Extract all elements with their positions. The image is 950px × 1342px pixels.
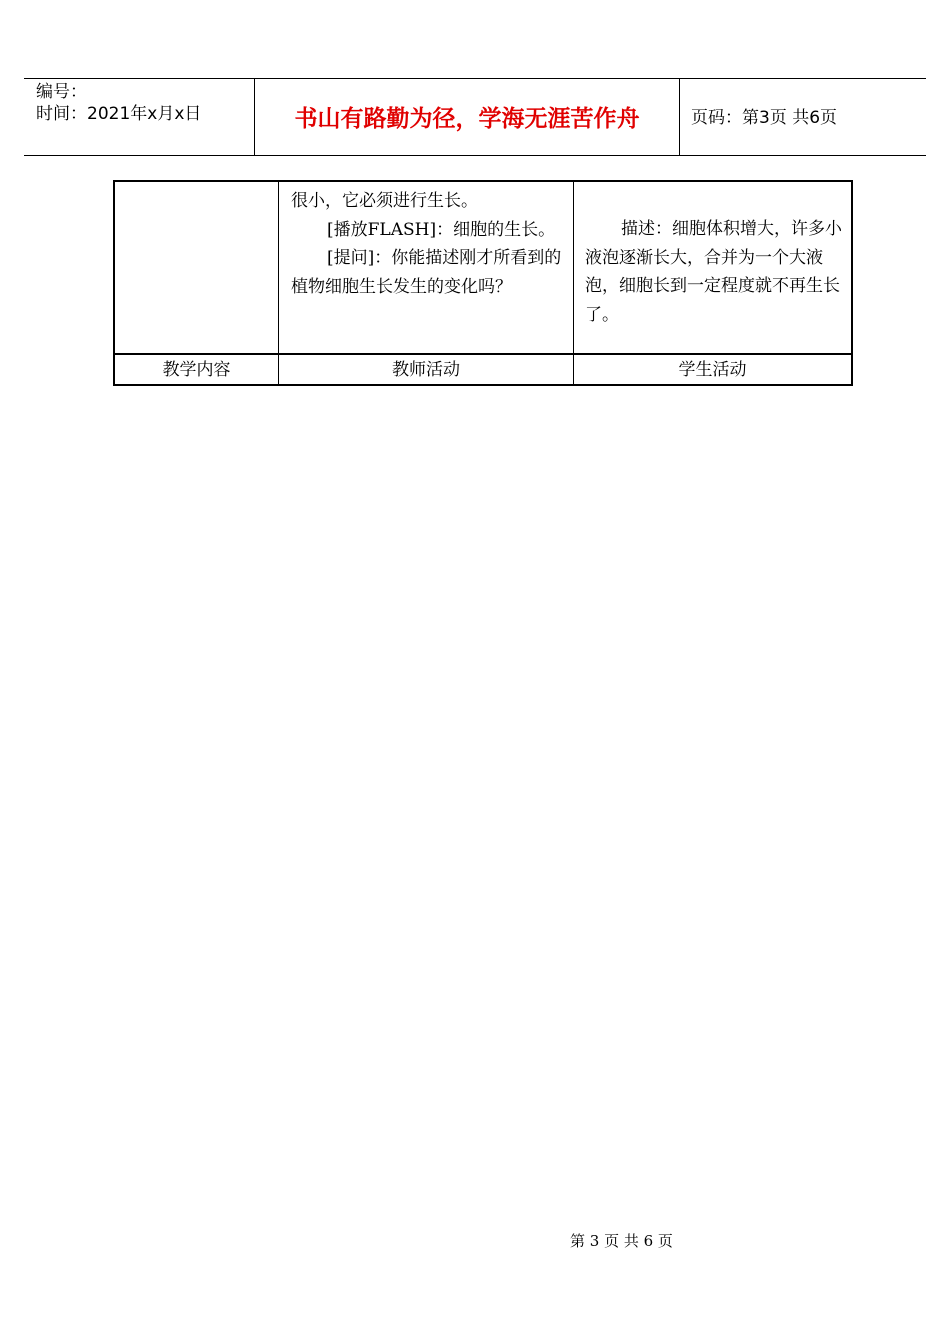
- footer-page-number: 第 3 页 共 6 页: [570, 1232, 673, 1250]
- column-header-content: 教学内容: [162, 360, 231, 380]
- column-header-teacher: 教师活动: [392, 360, 460, 380]
- table-row-divider: [115, 353, 851, 355]
- header-separator-right: [679, 78, 680, 155]
- document-number-label: 编号：: [36, 82, 87, 102]
- column-header-student: 学生活动: [678, 360, 747, 380]
- header-top-rule: [24, 78, 926, 79]
- document-date: 时间：2021年x月x日: [36, 104, 202, 124]
- header-bottom-rule: [24, 155, 926, 156]
- teacher-activity-cell: [291, 187, 567, 301]
- teacher-line: [播放FLASH]：细胞的生长。: [327, 219, 556, 240]
- header-page-code: 页码：第3页 共6页: [691, 108, 838, 128]
- lesson-plan-table: [113, 180, 853, 386]
- teacher-line: 很小，它必须进行生长。: [291, 191, 478, 211]
- student-activity-cell: [585, 215, 847, 329]
- teacher-line: [提问]：你能描述刚才所看到的植物细胞生长发生的变化吗？: [291, 248, 562, 297]
- student-description: 描述：细胞体积增大，许多小液泡逐渐长大，合并为一个大液泡，细胞长到一定程度就不再生长了。: [585, 219, 842, 325]
- header-motto: 书山有路勤为径，学海无涯苦作舟: [294, 106, 640, 132]
- page-footer: [0, 1231, 950, 1251]
